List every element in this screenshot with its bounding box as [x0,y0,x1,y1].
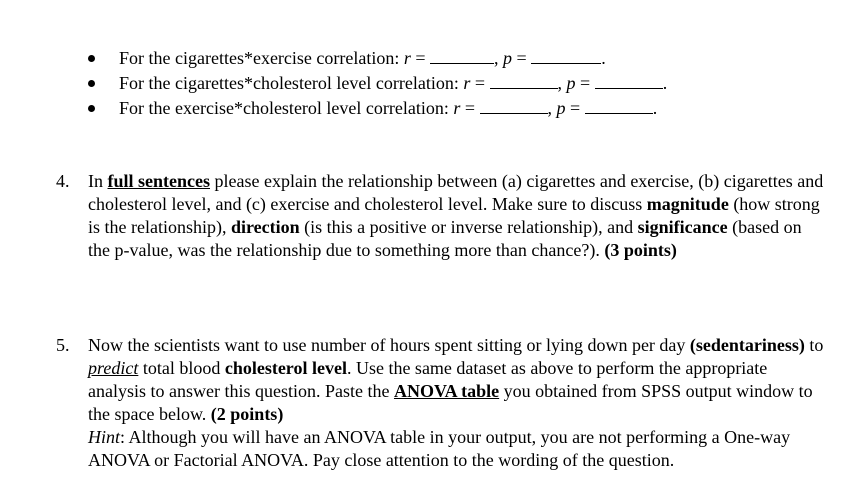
emphasis-magnitude: magnitude [646,194,729,214]
p-symbol: p [556,98,566,118]
r-answer-blank[interactable] [490,73,558,89]
equals-sign: = [470,73,490,93]
r-symbol: r [403,48,411,68]
equals-sign: = [565,98,585,118]
emphasis-cholesterol-level: cholesterol level [224,358,347,378]
bullet-item [88,47,848,72]
bullet-label: For the cigarettes*cholesterol level correlation: [119,73,464,93]
correlation-bullet-list [88,47,848,122]
question-text: In full sentences please explain the relationship between (a) cigarettes and exercise, (b) cigarettes and cholesterol level, and (c) exercise and cholesterol level. Make sure to discuss magnitude (how strong is the relationship), direction (is this a positive or inverse relationship), and significance (based on the p-value, was the relationship due to something more than chance?). (3 points) [88,171,824,260]
separator: , [547,98,557,118]
hint-text: : Although you will have an ANOVA table in your output, you are not performing a One-way ANOVA or Factorial ANOVA. Pay close attention to the wording of the question. [88,427,791,470]
emphasis-full-sentences: full sentences [107,171,210,191]
bullet-label: For the cigarettes*exercise correlation: [119,48,404,68]
bullet-dot-icon [88,80,95,87]
emphasis-predict: predict [88,358,139,378]
bullet-dot-icon [88,55,95,62]
equals-sign: = [410,48,431,68]
question-number: 4. [56,171,70,191]
period: . [652,98,658,118]
p-answer-blank[interactable] [585,98,653,114]
p-symbol: p [503,48,513,68]
emphasis-direction: direction [230,217,300,237]
emphasis-sedentariness: (sedentariness) [689,335,805,355]
hint-label: Hint [88,427,121,447]
points-label: (3 points) [604,240,677,260]
bullet-item [88,72,848,97]
period: . [662,73,668,93]
question-text: Now the scientists want to use number of hours spent sitting or lying down per day (sedentariness) to predict total blood cholesterol level. Use the same dataset as above to perform the appropriate analysis to answer this question. Paste the ANOVA table you obtained from SPSS output window to the space below. (2 points) Hint: Although you will have an ANOVA table in your output, you are not performing a One-way ANOVA or Factorial ANOVA. Pay close attention to the wording of the question. [88,334,826,472]
equals-sign: = [512,48,532,68]
p-answer-blank[interactable] [595,73,663,89]
r-answer-blank[interactable] [480,98,548,114]
emphasis-significance: significance [637,217,728,237]
period: . [601,48,606,68]
equals-sign: = [460,98,480,118]
question-number: 5. [56,335,70,355]
separator: , [557,73,567,93]
points-label: (2 points) [210,404,284,424]
bullet-label: For the exercise*cholesterol level correlation: [119,98,454,118]
r-answer-blank[interactable] [430,48,494,64]
p-answer-blank[interactable] [531,48,601,64]
emphasis-anova-table: ANOVA table [393,381,500,401]
r-symbol: r [463,73,471,93]
r-symbol: r [453,98,461,118]
hint-paragraph [88,426,826,472]
bullet-item [88,97,848,122]
p-symbol: p [566,73,576,93]
equals-sign: = [575,73,595,93]
bullet-dot-icon [88,105,95,112]
separator: , [494,48,504,68]
